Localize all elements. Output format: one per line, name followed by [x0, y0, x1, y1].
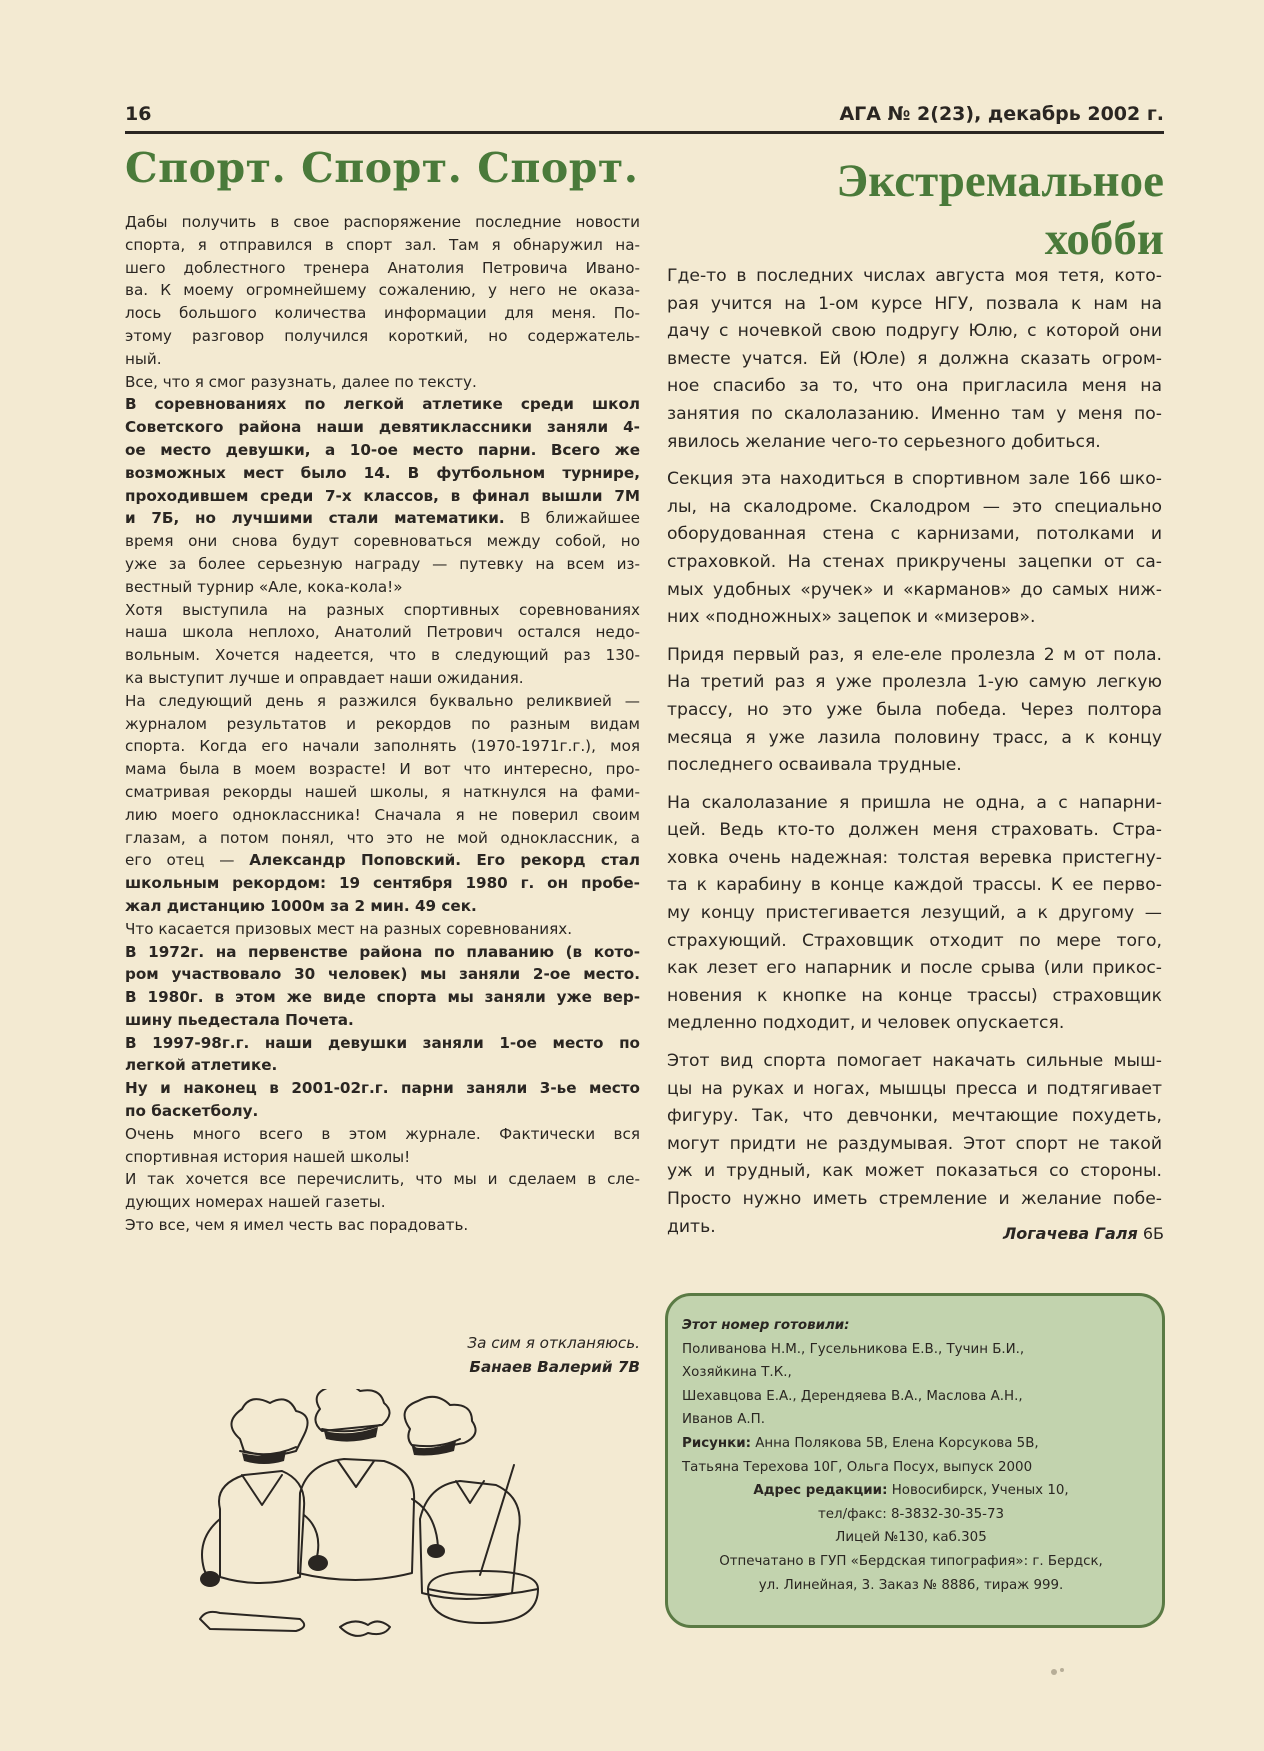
sport-line: [125, 781, 640, 804]
sport-line: [125, 735, 640, 758]
hobby-line: вместе учатся. Ей (Юле) я должна сказать огром-: [667, 348, 1162, 369]
credits-drawings-line-2: Татьяна Терехова 10Г, Ольга Посух, выпуск 2000: [682, 1459, 1033, 1475]
issue-info: АГА № 2(23), декабрь 2002 г.: [839, 103, 1164, 125]
hobby-title-line-2: хобби: [1044, 213, 1164, 265]
hobby-line: цы на руках и ногах, мышцы пресса и подтягивает: [667, 1078, 1162, 1099]
sport-line-text: по баскетболу.: [125, 1102, 259, 1121]
sport-line: [125, 257, 640, 280]
chefs-cartoon-illustration: [180, 1389, 610, 1645]
credits-drawings-label: Рисунки:: [682, 1435, 751, 1451]
credits-drawings-names: Анна Полякова 5В, Елена Корсукова 5В,: [755, 1435, 1039, 1451]
sport-line: [125, 1168, 640, 1191]
sport-line-text: ный.: [125, 349, 162, 368]
hobby-author-class: 6Б: [1142, 1224, 1164, 1243]
sport-line-text: мама была в моем возрасте! И вот что интересно, про-: [125, 760, 640, 779]
paper-smudge: [1040, 1660, 1080, 1684]
hobby-line: ховка очень надежная: толстая веревка пристегну-: [667, 847, 1162, 868]
sport-line: [125, 1123, 640, 1146]
sport-line-text: лию моего одноклассника! Сначала я не поверил своим: [125, 805, 640, 824]
sport-line-text: его отец —: [125, 851, 250, 870]
sport-line-text: Очень много всего в этом журнале. Фактически вся: [125, 1124, 640, 1143]
hobby-line: Просто нужно иметь стремление и желание побе-: [667, 1189, 1162, 1209]
sport-line: [125, 1009, 640, 1032]
sport-line: [125, 553, 640, 576]
sport-line: [125, 348, 640, 371]
hobby-line: трассу, но это уже была победа. Через полтора: [667, 699, 1162, 720]
hobby-line: могут придти не раздумывая. Этот спорт не такой: [667, 1133, 1162, 1154]
sport-line: [125, 416, 640, 439]
sport-line-text: ва. К моему огромнейшему сожалению, у него не оказа-: [125, 281, 640, 300]
credits-staff-line: Поливанова Н.М., Гусельникова Е.В., Тучин Б.И.,: [682, 1341, 1025, 1357]
sport-line-text: Хотя выступила на разных спортивных соревнованиях: [125, 600, 640, 619]
hobby-line: На скалолазание я пришла не одна, а с напарни-: [667, 792, 1162, 813]
hobby-line: последнего осваивала трудные.: [667, 755, 962, 776]
credits-printed-line-1: Отпечатано в ГУП «Бердская типография»: г. Бердск,: [719, 1553, 1103, 1569]
hobby-article-body: [667, 263, 1162, 1241]
credits-drawings-line-1: [682, 1432, 1140, 1456]
sport-line: [125, 234, 640, 257]
hobby-line: занятия по скалолазанию. Именно там у меня по-: [667, 403, 1162, 424]
page-number: 16: [125, 103, 152, 125]
sport-line: [125, 667, 640, 690]
credits-heading: Этот номер готовили:: [682, 1318, 850, 1333]
sport-line-text: На следующий день я разжился буквально реликвией —: [125, 691, 640, 710]
paragraph-gap: [667, 1038, 1162, 1048]
credits-box: [665, 1293, 1165, 1628]
sport-line: [125, 644, 640, 667]
sport-line: [125, 986, 640, 1009]
sport-line-text: наша школа неплохо, Анатолий Петрович остался недо-: [125, 623, 640, 642]
sport-line: [125, 211, 640, 234]
hobby-line: му концу пристегивается лезущий, а к другому —: [667, 903, 1162, 924]
sport-line: [125, 872, 640, 895]
sport-line: [125, 690, 640, 713]
hobby-article-signature: [669, 1224, 1164, 1243]
sport-line: [125, 827, 640, 850]
paragraph-gap: [667, 780, 1162, 790]
sport-line-text: время они снова будут соревноваться между собой, но: [125, 532, 640, 551]
hobby-paragraph: [667, 1048, 1162, 1241]
sport-line-text: Что касается призовых мест на разных соревнованиях.: [125, 919, 573, 938]
sport-line-text: шего доблестного тренера Анатолия Петровича Ивано-: [125, 258, 640, 277]
sport-line: [125, 895, 640, 918]
credits-staff: [682, 1338, 1140, 1432]
sport-line-text: проходившем среди 7-х классов, в финал вышли 7М: [125, 486, 640, 505]
sport-line: [125, 621, 640, 644]
sport-line-text: сматривая рекорды нашей школы, я наткнулся на фами-: [125, 782, 640, 801]
sport-line-text: Советского района наши девятиклассники заняли 4-: [125, 418, 640, 437]
hobby-line: страховкой. На стенах прикручены зацепки от са-: [667, 551, 1162, 572]
hobby-line: уж и трудный, как может показаться со стороны.: [667, 1161, 1162, 1182]
sport-line: [125, 758, 640, 781]
hobby-article-title: [704, 152, 1164, 268]
hobby-line: медленно подходит, и человек опускается.: [667, 1013, 1065, 1034]
hobby-title-line-1: Экстремальное: [836, 155, 1164, 207]
hobby-line: На третий раз я уже пролезла 1-ую самую легкую: [667, 672, 1162, 693]
sport-line-text: вестный турнир «Але, кока-кола!»: [125, 577, 403, 596]
sport-line-text: жал дистанцию 1000м за 2 мин. 49 сек.: [125, 896, 477, 915]
credits-address-line-3: Лицей №130, каб.305: [835, 1530, 987, 1546]
hobby-paragraph: [667, 263, 1162, 456]
hobby-line: ное спасибо за то, что она пригласила меня на: [667, 376, 1162, 397]
sport-line-text: глазам, а потом понял, что это не мой одноклассник, а: [125, 828, 640, 847]
sport-line-text: В 1972г. на первенстве района по плаванию (в кото-: [125, 942, 640, 961]
sport-line-text: Дабы получить в свое распоряжение последние новости: [125, 213, 640, 231]
sport-author: Банаев Валерий 7В: [469, 1358, 640, 1376]
sport-article-title: Спорт. Спорт. Спорт.: [125, 144, 639, 192]
hobby-line: явилось желание чего-то серьезного добиться.: [667, 431, 1101, 452]
sport-signoff: За сим я откланяюсь.: [467, 1334, 640, 1352]
credits-address-line-2: тел/факс: 8-3832-30-35-73: [817, 1506, 1005, 1522]
hobby-line: них «подножных» зацепок и «мизеров».: [667, 607, 1036, 628]
sport-line-text: ром участвовало 30 человек) мы заняли 2-ое место.: [125, 965, 640, 984]
sport-line: [125, 507, 640, 530]
sport-line-text: этому разговор получился короткий, но содержатель-: [125, 326, 640, 345]
sport-line: [125, 849, 640, 872]
sport-line: [125, 713, 640, 736]
sport-article-body: [125, 211, 640, 1237]
sport-line: [125, 462, 640, 485]
hobby-line: Придя первый раз, я еле-еле пролезла 2 м от пола.: [667, 644, 1162, 665]
sport-line: [125, 963, 640, 986]
paragraph-gap: [667, 456, 1162, 466]
sport-line: [125, 1100, 640, 1123]
hobby-line: лы, на скалодроме. Скалодром — это специально: [667, 496, 1162, 517]
hobby-paragraph: [667, 642, 1162, 780]
hobby-line: Этот вид спорта помогает накачать сильные мыш-: [667, 1051, 1162, 1072]
sport-line-text: школьным рекордом: 19 сентября 1980 г. он пробе-: [125, 874, 640, 893]
hobby-paragraph: [667, 790, 1162, 1038]
sport-line: [125, 325, 640, 348]
credits-staff-line: Шехавцова Е.А., Дерендяева В.А., Маслова А.Н.,: [682, 1388, 1023, 1404]
sport-line: [125, 371, 640, 394]
hobby-line: цей. Ведь кто-то должен меня страховать. Стра-: [667, 820, 1162, 841]
sport-line-text: спортивная история нашей школы!: [125, 1147, 411, 1166]
sport-line-text: В соревнованиях по легкой атлетике среди школ: [125, 395, 640, 414]
sport-line: [125, 918, 640, 941]
sport-line-text: Это все, чем я имел честь вас порадовать.: [125, 1216, 469, 1235]
credits-address-street: Новосибирск, Ученых 10,: [891, 1483, 1069, 1499]
sport-line: [125, 279, 640, 302]
sport-line-text: Ну и наконец в 2001-02г.г. парни заняли 3-ье место: [125, 1079, 640, 1098]
hobby-line: мых удобных «ручек» и «карманов» до самых ниж-: [667, 579, 1162, 600]
sport-article-signature: [125, 1331, 640, 1379]
hobby-line: новения к кнопке на конце трассы) страховщик: [667, 985, 1162, 1006]
credits-staff-line: Хозяйкина Т.К.,: [682, 1365, 792, 1381]
sport-line: [125, 485, 640, 508]
sport-line: [125, 439, 640, 462]
sport-line: [125, 393, 640, 416]
sport-line: [125, 576, 640, 599]
sport-line: [125, 804, 640, 827]
sport-line-text: В 1980г. в этом же виде спорта мы заняли уже вер-: [125, 988, 640, 1007]
sport-line-text: и 7Б, но лучшими стали математики.: [125, 509, 505, 528]
sport-line-text: Все, что я смог разузнать, далее по тексту.: [125, 372, 477, 391]
sport-line-text: дующих номерах нашей газеты.: [125, 1193, 386, 1212]
hobby-line: фигуру. Так, что девчонки, мечтающие похудеть,: [667, 1106, 1162, 1127]
hobby-paragraph: [667, 466, 1162, 632]
hobby-line: месяца я уже лазила половину трасс, а к концу: [667, 727, 1162, 748]
sport-line-text: журналом результатов и рекордов по разным видам: [125, 714, 640, 733]
sport-line: [125, 1032, 640, 1055]
hobby-line: дить.: [667, 1216, 716, 1237]
credits-address-line-1: [682, 1479, 1140, 1503]
hobby-line: Секция эта находиться в спортивном зале 166 шко-: [667, 469, 1162, 490]
sport-line: [125, 302, 640, 325]
hobby-line: дачу с ночевкой свою подругу Юлю, с которой они: [667, 321, 1162, 342]
credits-printed-line-2: ул. Линейная, 3. Заказ № 8886, тираж 999.: [758, 1577, 1064, 1593]
hobby-line: как лезет его напарник и после срыва (или прикос-: [667, 958, 1162, 979]
sport-line-rest: В ближайшее: [504, 509, 641, 528]
sport-line-text: шину пьедестала Почета.: [125, 1010, 354, 1029]
sport-line-text: В 1997-98г.г. наши девушки заняли 1-ое место по: [125, 1033, 640, 1052]
sport-line-text: возможных мест было 14. В футбольном турнире,: [125, 463, 640, 482]
sport-line: [125, 941, 640, 964]
hobby-line: Где-то в последних числах августа моя тетя, кото-: [667, 266, 1162, 286]
sport-line-text: ка выступит лучше и оправдает наши ожидания.: [125, 668, 524, 687]
header-rule: [125, 131, 1164, 134]
sport-line-text: вольным. Хочется надеется, что в следующий раз 130-: [125, 646, 640, 665]
credits-staff-line: Иванов А.П.: [682, 1412, 765, 1428]
hobby-author-name: Логачева Галя: [1003, 1224, 1138, 1243]
sport-line-text: спорта, я отправился в спорт зал. Там я обнаружил на-: [125, 235, 640, 254]
sport-line-text: лось большого количества информации для меня. По-: [125, 304, 640, 323]
hobby-line: страхующий. Страховщик отходит по мере того,: [667, 930, 1162, 951]
credits-address-label: Адрес редакции:: [753, 1483, 888, 1499]
hobby-line: рая учится на 1-ом курсе НГУ, позвала к нам на: [667, 293, 1162, 314]
paragraph-gap: [667, 632, 1162, 642]
sport-line: [125, 1146, 640, 1169]
sport-line-text: ое место девушки, а 10-ое место парни. Всего же: [125, 440, 640, 459]
sport-line-rest: Александр Поповский. Его рекорд стал: [249, 851, 640, 870]
sport-line: [125, 530, 640, 553]
hobby-line: та к карабину в конце каждой трассы. К ее перво-: [667, 875, 1162, 896]
sport-line-text: легкой атлетике.: [125, 1056, 278, 1075]
sport-line: [125, 1191, 640, 1214]
sport-line-text: И так хочется все перечислить, что мы и сделаем в сле-: [125, 1170, 640, 1189]
sport-line: [125, 1054, 640, 1077]
sport-line: [125, 1077, 640, 1100]
hobby-line: оборудованная стена с карнизами, потолками и: [667, 524, 1162, 545]
sport-line-text: спорта. Когда его начали заполнять (1970-1971г.г.), моя: [125, 737, 640, 756]
sport-line: [125, 1214, 640, 1237]
sport-line: [125, 599, 640, 622]
sport-line-text: уже за более серьезную награду — путевку на всем из-: [125, 554, 640, 573]
